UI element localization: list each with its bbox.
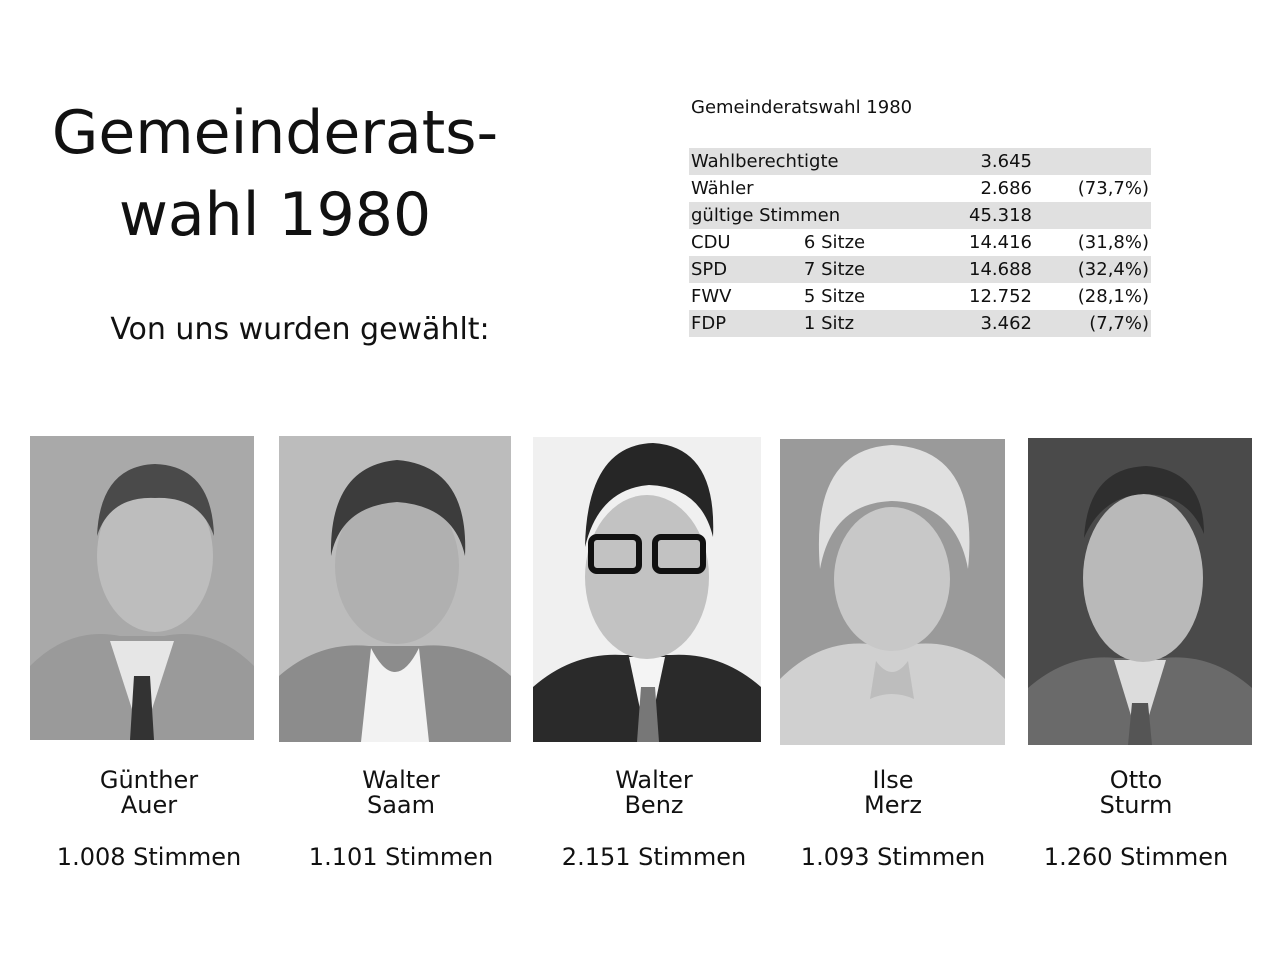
row-label: Wahlberechtigte [689, 148, 914, 175]
row-label: FDP [689, 310, 802, 337]
person-name-auer [30, 768, 268, 818]
table-row [689, 175, 1151, 202]
last-name: Saam [366, 791, 436, 819]
person-name-merz [774, 768, 1012, 818]
row-value: 12.752 [969, 286, 1032, 307]
first-name: Günther [99, 766, 199, 794]
row-label: SPD [689, 256, 802, 283]
title-line-2: wahl 1980 [118, 180, 432, 250]
vote-count-sturm: 1.260 Stimmen [1043, 843, 1229, 871]
last-name: Auer [120, 791, 178, 819]
table-row [689, 283, 1151, 310]
portrait-photo-sturm [1028, 438, 1252, 745]
row-value: 3.462 [914, 310, 1034, 337]
vote-count-benz: 2.151 Stimmen [561, 843, 747, 871]
row-percent: (73,7%) [1077, 178, 1149, 199]
first-name: Otto [1109, 766, 1163, 794]
row-percent: (7,7%) [1034, 310, 1151, 337]
portrait-photo-benz [533, 437, 761, 742]
first-name: Ilse [872, 766, 914, 794]
row-percent: (32,4%) [1034, 256, 1151, 283]
row-seats: 6 Sitze [803, 232, 866, 253]
row-label: gültige Stimmen [689, 202, 914, 229]
table-row [689, 202, 1151, 229]
portrait-photo-auer [30, 436, 254, 740]
first-name: Walter [362, 766, 440, 794]
table-row [689, 310, 1151, 337]
row-label: CDU [691, 232, 731, 253]
table-row [689, 148, 1151, 175]
results-caption: Gemeinderatswahl 1980 [691, 97, 913, 118]
person-name-sturm [1017, 768, 1255, 818]
row-percent [1034, 202, 1151, 229]
first-name: Walter [615, 766, 693, 794]
results-table [689, 148, 1151, 337]
row-value: 14.688 [914, 256, 1034, 283]
subtitle: Von uns wurden gewählt: [110, 312, 490, 347]
vote-count-merz: 1.093 Stimmen [800, 843, 986, 871]
portrait-photo-merz [780, 439, 1005, 745]
person-name-benz [535, 768, 773, 818]
row-percent: (28,1%) [1077, 286, 1149, 307]
vote-count-auer: 1.008 Stimmen [56, 843, 242, 871]
row-label: FWV [691, 286, 732, 307]
last-name: Sturm [1099, 791, 1173, 819]
title-line-1: Gemeinderats- [51, 98, 499, 168]
table-row [689, 229, 1151, 256]
table-row [689, 256, 1151, 283]
row-value: 45.318 [914, 202, 1034, 229]
row-seats: 1 Sitz [802, 310, 914, 337]
portrait-photo-saam [279, 436, 511, 742]
row-seats: 7 Sitze [802, 256, 914, 283]
last-name: Benz [624, 791, 684, 819]
vote-count-saam: 1.101 Stimmen [308, 843, 494, 871]
row-percent: (31,8%) [1077, 232, 1149, 253]
page-title [40, 92, 510, 256]
row-label: Wähler [691, 178, 754, 199]
row-seats: 5 Sitze [803, 286, 866, 307]
row-percent [1034, 148, 1151, 175]
row-value: 3.645 [914, 148, 1034, 175]
row-value: 14.416 [969, 232, 1032, 253]
last-name: Merz [864, 791, 922, 819]
person-name-saam [282, 768, 520, 818]
row-value: 2.686 [980, 178, 1032, 199]
